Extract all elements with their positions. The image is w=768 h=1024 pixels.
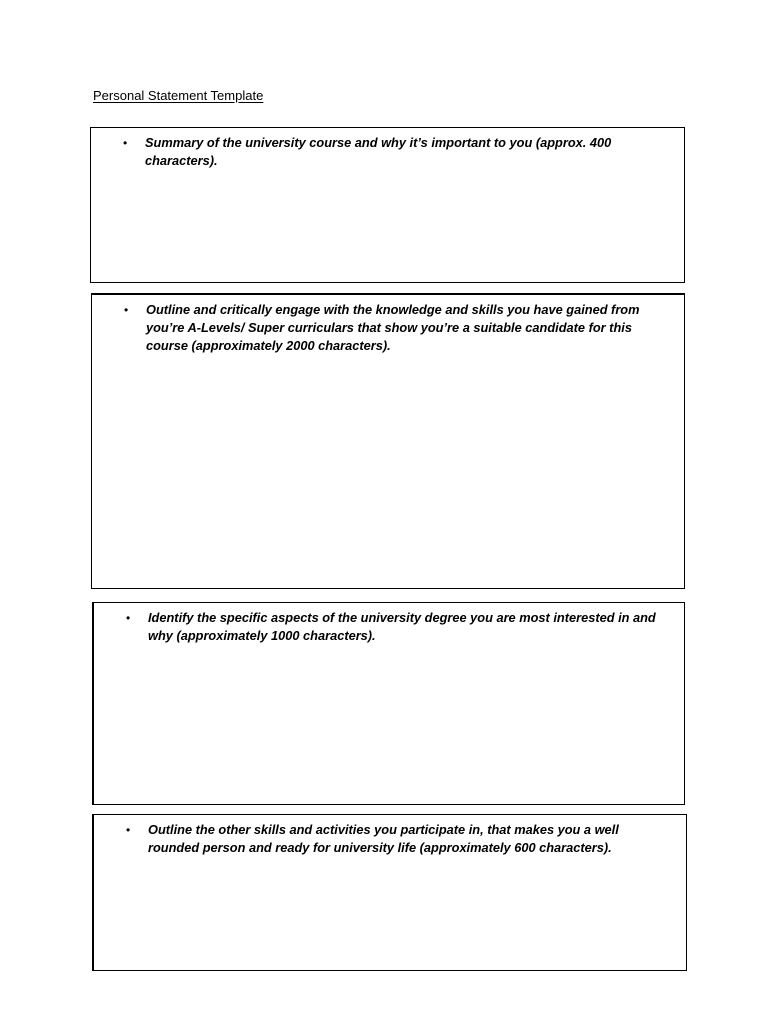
section-box-course-summary[interactable] <box>90 127 685 283</box>
bullet-icon: • <box>126 611 131 625</box>
section-box-degree-aspects[interactable] <box>92 602 685 805</box>
section-box-knowledge-skills[interactable] <box>91 293 685 589</box>
bullet-icon: • <box>123 136 128 150</box>
bullet-item <box>124 301 672 355</box>
section-prompt: Identify the specific aspects of the university degree you are most interested in and why (approximately 1000 characters). <box>148 610 656 643</box>
page-title: Personal Statement Template <box>93 88 264 103</box>
bullet-item <box>123 134 663 170</box>
bullet-item <box>126 821 666 857</box>
section-prompt: Outline the other skills and activities you participate in, that makes you a well rounded person and ready for university life (approximately 600 characters). <box>148 822 619 855</box>
section-box-other-activities[interactable] <box>92 814 687 971</box>
bullet-icon: • <box>126 823 131 837</box>
section-prompt: Outline and critically engage with the knowledge and skills you have gained from you’re A-Levels/ Super curriculars that show you’re a suitable candidate for this course (approximately 2000 characters). <box>146 302 640 353</box>
bullet-item <box>126 609 666 645</box>
bullet-icon: • <box>124 303 129 317</box>
section-prompt: Summary of the university course and why it’s important to you (approx. 400 characters). <box>145 135 612 168</box>
